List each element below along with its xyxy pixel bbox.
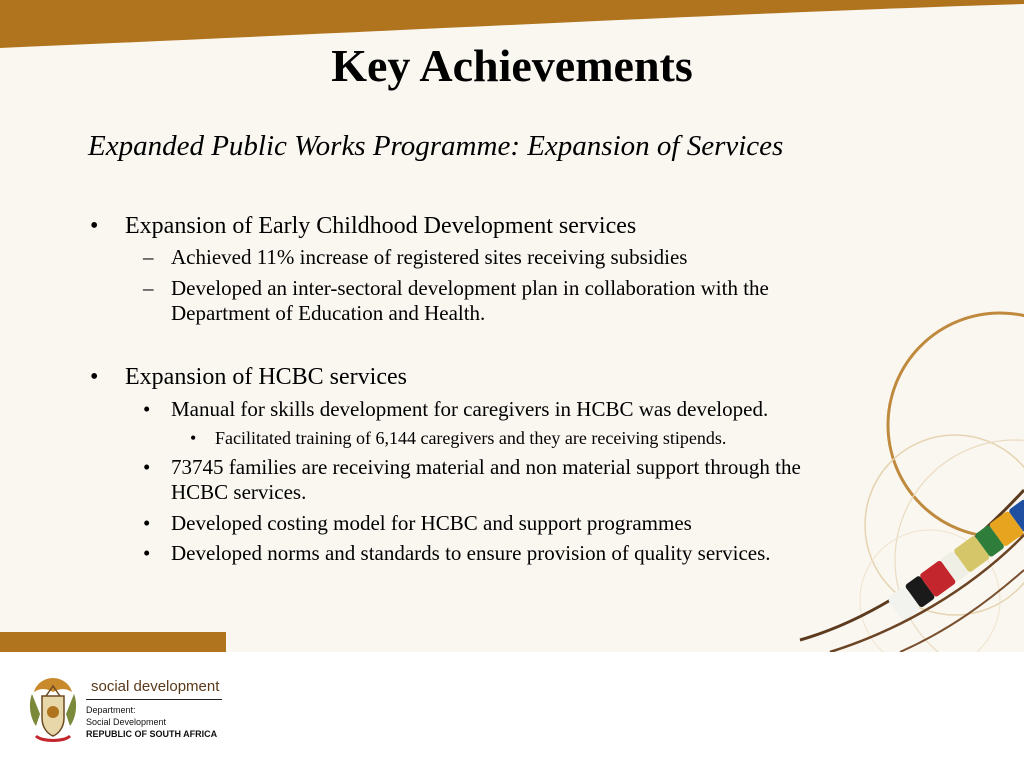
bullet-marker: •	[143, 397, 151, 421]
department-name: Social Development	[86, 717, 167, 727]
slide-subtitle: Expanded Public Works Programme: Expansion of Services	[88, 130, 784, 162]
list-item-level3: Facilitated training of 6,144 caregivers and they are receiving stipends.	[215, 428, 727, 448]
section-heading-ecd: Expansion of Early Childhood Development services	[125, 213, 637, 239]
beaded-decoration	[780, 300, 1024, 652]
bullet-marker: •	[143, 541, 151, 565]
list-item: Developed norms and standards to ensure provision of quality services.	[171, 541, 771, 565]
footer	[0, 652, 1024, 768]
brand-name: social development	[91, 678, 220, 695]
slide-title: Key Achievements	[331, 40, 693, 91]
dash-marker: –	[143, 276, 154, 300]
dash-marker: –	[143, 245, 154, 269]
list-item: Achieved 11% increase of registered sites receiving subsidies	[171, 245, 688, 269]
section-heading-hcbc: Expansion of HCBC services	[125, 364, 407, 390]
bullet-marker: •	[143, 455, 151, 479]
list-item: Developed costing model for HCBC and support programmes	[171, 511, 692, 535]
bullet-marker: •	[190, 428, 197, 448]
bullet-marker: •	[90, 364, 99, 390]
bullet-marker: •	[143, 511, 151, 535]
country-name: REPUBLIC OF SOUTH AFRICA	[86, 729, 218, 739]
brand-divider	[86, 699, 222, 700]
bottom-gold-band	[0, 632, 226, 652]
list-item-continuation: HCBC services.	[171, 480, 307, 504]
department-label: Department:	[86, 705, 136, 715]
coat-of-arms-icon	[26, 674, 80, 746]
list-item: Manual for skills development for caregivers in HCBC was developed.	[171, 397, 769, 421]
list-item-continuation: Department of Education and Health.	[171, 301, 486, 325]
list-item: Developed an inter-sectoral development plan in collaboration with the	[171, 276, 769, 300]
bullet-marker: •	[90, 213, 99, 239]
list-item: 73745 families are receiving material and non material support through the	[171, 455, 801, 479]
